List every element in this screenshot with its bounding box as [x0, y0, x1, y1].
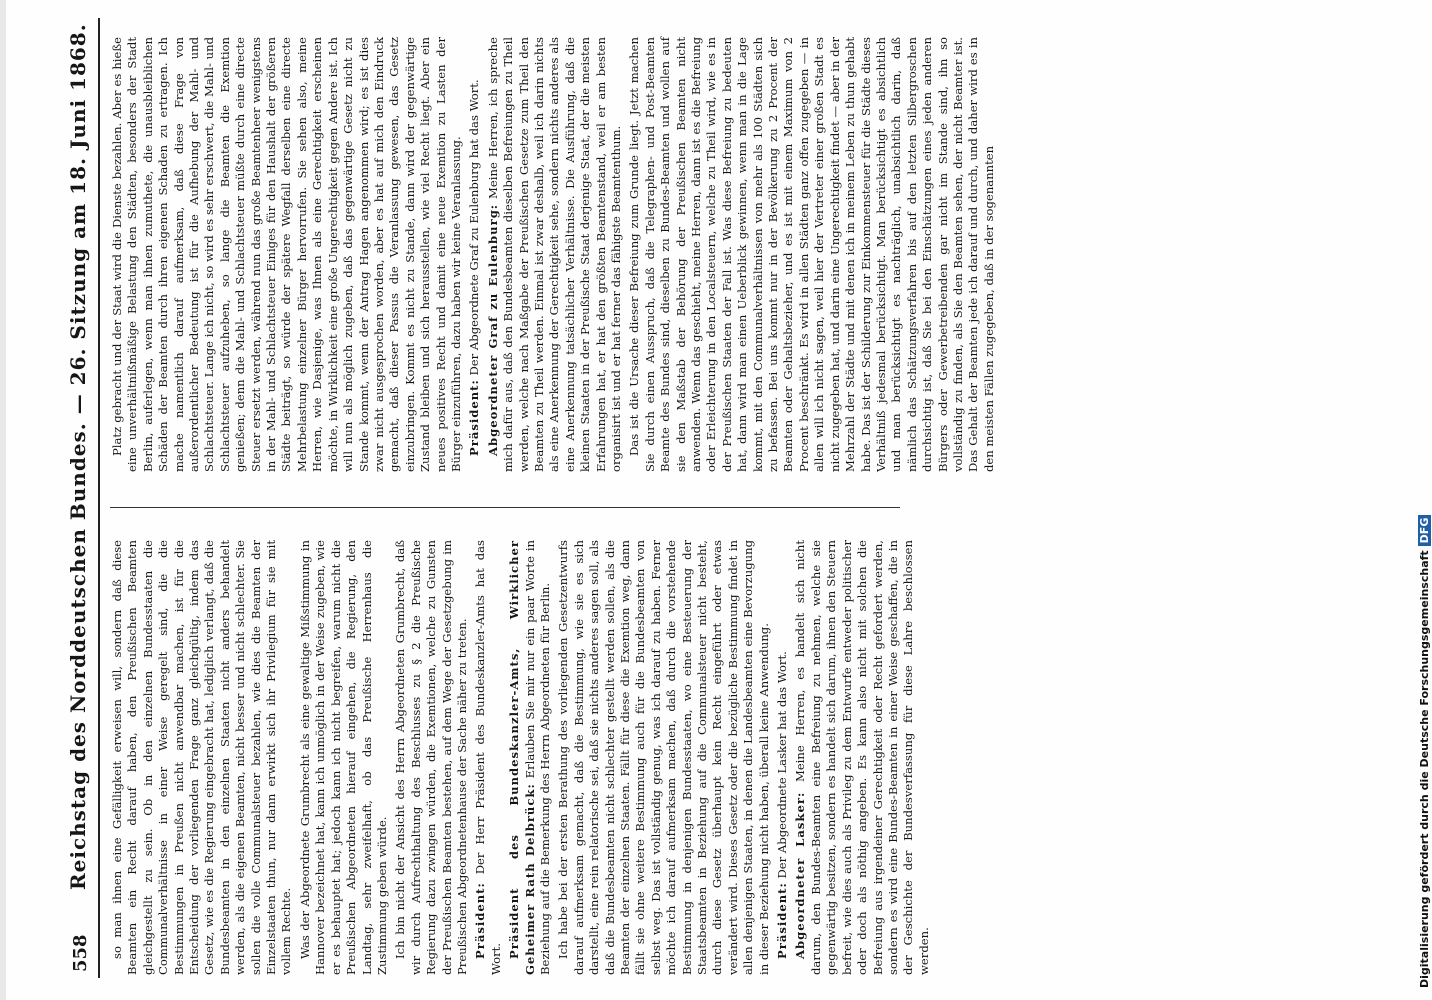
digitization-credit: [1418, 515, 1431, 988]
speaker-paragraph: [793, 540, 932, 975]
paragraph: so man ihnen eine Gefälligkeit erweisen will, sondern daß diese Beamten ein Recht darauf haben, den Preußischen Beamten gleichgestellt zu sein. Ob in den einzelnen Bundesstaaten die Communalverhältnisse in einer Weise geregelt sind, die die Bestimmungen in Preußen nicht anwendbar machen, ist für die Entscheidung der vorliegenden Frage ganz gleichgültig, indem das Gesetz, wie es die Regierung eingebracht hat, lediglich verlangt, daß die Bundesbeamten in den einzelnen Staaten nicht anders behandelt werden, als die eigenen Beamten, nicht besser und nicht schlechter. Sie sollen die volle Communalsteuer bezahlen, wie dies die Beamten der Einzelstaaten thun, nur dann erwirkt sich ihr Privilegium für sie mit vollem Rechte.: [110, 540, 294, 975]
dfg-logo: DFG: [1418, 515, 1431, 547]
speaker-paragraph: [467, 37, 482, 472]
speaker-paragraph: [486, 37, 625, 472]
running-title: Reichstag des Norddeutschen Bundes. — 26. Sitzung am 18. Juni 1868.: [66, 23, 90, 890]
speaker-paragraph: [775, 540, 790, 975]
paragraph: Was der Abgeordnete Grumbrecht als eine gewaltige Mißstimmung in Hannover bezeichnet hat, kann ich unmöglich in der Weise zugeben, wie er es behauptet hat; jedoch kann ich nicht begreifen, warum nicht die Preußischen Abgeordneten hierauf eingehen, die Regierung, den Landtag, sehr zweifelhaft, ob das Preußische Herrenhaus die Zustimmung geben würde.: [297, 540, 389, 975]
speech-text: Der Herr Präsident des Bundeskanzler-Amts hat das Wort.: [473, 540, 503, 975]
speaker-name: Präsident:: [467, 379, 482, 456]
speaker-name: Präsident:: [775, 882, 790, 959]
column-divider: [110, 507, 900, 508]
header-rule: [98, 18, 100, 978]
paragraph: Ich habe bei der ersten Berathung des vorliegenden Gesetzentwurfs darauf aufmerksam gemacht, daß die Bestimmung, wie sie es sich darstellt, eine rein relatorische sei, daß sie nichts anderes sagen soll, als daß die Bundesbeamten nicht schlechter gestellt werden sollen, als die Beamten der einzelnen Staaten. Fällt für diese die Exemtion weg, dann fällt sie ohne weitere Bestimmung auch für die Bundesbeamten von selbst weg. Das ist vollständig genug, was ich darauf zu haben. Ferner möchte ich darauf aufmerksam machen, daß durch die vorstehende Bestimmung in denjenigen Bundesstaaten, wo eine Besteuerung der Staatsbeamten in Beziehung auf die Communalsteuer nicht besteht, durch diese Gesetz überhaupt kein Recht eingeführt oder etwas verändert wird. Dieses Gesetz oder die bezügliche Bestimmung findet in allen denjenigen Staaten, in denen die Landesbeamten eine Bevorzugung in dieser Beziehung nicht haben, überall keine Anwendung.: [556, 540, 771, 975]
left-column: [110, 539, 931, 975]
speech-text: Erlauben Sie mir nur ein paar Worte in Beziehung auf die Bemerkung des Herrn Abgeordneten für Berlin.: [522, 540, 552, 975]
speech-text: Meine Herren, ich spreche mich dafür aus, daß den Bundesbeamten dieselben Befreiungen zu Theil werden, welche nach Maßgabe der Preußischen Gesetze zum Theil den Beamten zu Theil werden. Einmal ist zwar deshalb, weil ich darin nichts als eine Anerkennung der Gerechtigkeit sehe, sondern nichts anderes als eine Anerkennung tatsächlicher Verhältnisse. Die Ausführung, daß die kleinen Staaten in der Preußische Staat derjenige Staat, der die meisten Erfahrungen hat, er hat den größten Beamtenstand, weil er am besten organisirt ist und er hat ferner das fähigste Beamtenthum.: [485, 37, 623, 472]
page-number: 558: [70, 934, 91, 972]
speaker-name: Präsident des Bundeskanzler-Amts, Wirklicher Geheimer Rath Delbrück:: [507, 540, 537, 975]
digitization-note: Digitalisierung gefördert durch die Deutsche Forschungsgemeinschaft: [1418, 550, 1431, 988]
speaker-name: Abgeordneter Graf zu Eulenburg:: [485, 203, 500, 456]
paragraph: Das ist die Ursache dieser Befreiung zum Grunde liegt. Jetzt machen Sie durch einen Ausspruch, daß die Telegraphen- und Post-Beamten Beamte des Bundes sind, dieselben zu Bundes-Beamten und wollen auf sie den Maßstab der Behörung der Preußischen Beamten nicht anwenden. Wenn das geschieht, meine Herren, dann ist es die Befreiung oder Erleichterung in den Localsteuern, welche zu Theil wird, wie es in der Preußischen Staaten der Fall ist. Was diese Befreiung zu bedeuten hat, dann wird man einen Ueberblick gewinnen, wenn man in die Lage kommt, mit den Communalverhältnissen von mehr als 100 Städten sich zu befassen. Bei uns kommt nur in der Bevölkerung zu 2 Procent der Beamten oder Gehaltsbezieher, und es ist mit einem Maximum von 2 Procent beschränkt. Es wird in allen Städten ganz offen zugegeben — in allen will ich nicht sagen, weil hier der Vertreter einer großen Stadt es nicht zugegeben hat, und darin eine Ungerechtigkeit findet — aber in der Mehrzahl der Städte und mit denen ich in meinem Leben zu thun gehabt habe. Das ist der Schilderung zur Einkommensteuer für die Städte dieses Verhältniß jedesmal berücksichtigt. Man berücksichtigt es absichtlich und man berücksichtigt es nachträglich, unabsichtlich darin, daß nämlich das Schätzungsverfahren bis auf den letzten Silbergroschen durchsichtig ist, daß Sie bei den Einschätzungen eines jeden anderen Bürgers oder Gewerbetreibenden gar nicht im Stande sind, ihn so vollständig zu finden, als Sie den Beamten sehen, der nicht Beamter ist. Das Gehalt der Beamten jede ich darauf und durch, und daher wird es in den meisten Fällen zugegeben, daß in der sogenannten: [627, 37, 996, 472]
paragraph: Ich bin nicht der Ansicht des Herrn Abgeordneten Grumbrecht, daß wir durch Aufrechthaltung des Beschlusses zu § 2 die Preußische Regierung dazu zwingen würden, die Exemtionen, welche zu Gunsten der Preußischen Beamten bestehen, auf dem Wege der Gesetzgebung im Preußischen Abgeordnetenhause der Sache näher zu treten.: [393, 540, 469, 975]
right-column: [110, 37, 996, 472]
paragraph: Platz gebracht und der Staat wird die Dienste bezahlen. Aber es hieße eine unverhältnißmäßige Belastung den Städten, besonders der Stadt Berlin, auferlegen, wenn man ihnen zumuthete, die unausbleiblichen Schäden der Beamten durch ihren eigenen Schaden zu ertragen. Ich mache namentlich darauf aufmerksam, daß diese Frage von außerordentlicher Bedeutung ist für die Aufhebung der Mahl- und Schlachtsteuer. Lange ich nicht, so wird es sehr erschwert, die Mahl- und Schlachtsteuer aufzuheben, so lange die Beamten die Exemtion genießen; denn die Mahl- und Schlachtsteuer müßte durch eine directe Steuer ersetzt werden, während nun das große Beamtenheer wenigstens in der Mahl- und Schlachtsteuer Einiges für den Haushalt der größeren Städte beiträgt, so würde der spätere Wegfall derselben eine directe Mehrbelastung einzelner Bürger hervorrufen. Sie sehen also, meine Herren, wie Dasjenige, was Ihnen als eine Gerechtigkeit erscheinen möchte, in Wirklichkeit eine große Ungerechtigkeit gegen Andere ist. Ich will nun als möglich zugeben, daß das gegenwärtige Gesetz nicht zu Stande kommt, wenn der Antrag Hagen angenommen wird; es ist dies zwar nicht ausgesprochen worden, aber es hat auf mich den Eindruck gemacht, daß dieser Passus die Veranlassung gewesen, das Gesetz einzubringen. Kommt es nicht zu Stande, dann wird der gegenwärtige Zustand bleiben und sich herausstellen, wie viel Recht liegt. Aber ein neues positives Recht und damit eine neue Exemtion zu Lasten der Bürger einzuführen, dazu haben wir keine Veranlassung.: [110, 37, 463, 472]
speaker-paragraph: [473, 540, 504, 975]
speech-text: Der Abgeordnete Graf zu Eulenburg hat das Wort.: [467, 79, 482, 376]
speaker-name: Präsident:: [473, 882, 488, 959]
speaker-paragraph: [507, 540, 553, 975]
speaker-name: Abgeordneter Lasker:: [793, 791, 808, 959]
speech-text: Meine Herren, es handelt sich nicht darum, den Bundes-Beamten eine Befreiung zu nehmen, welche sie gegenwärtig besitzen, sondern es handelt sich darum, ihnen den Steuern befreit, wie dies auch als Privileg zu dem Entwurfe entweder politischer oder doch als nöthig angeben. Es kann also nicht mit solchen die Befreiung aus irgendeiner Gerechtigkeit oder Recht gefordert werden, sondern es wird eine Bundes-Beamten in einer Weise geschaffen, die in der Geschichte der Bundesverfassung für diese Lahre beschlossen werden.: [793, 539, 931, 975]
speech-text: Der Abgeordnete Lasker hat das Wort.: [775, 651, 790, 879]
